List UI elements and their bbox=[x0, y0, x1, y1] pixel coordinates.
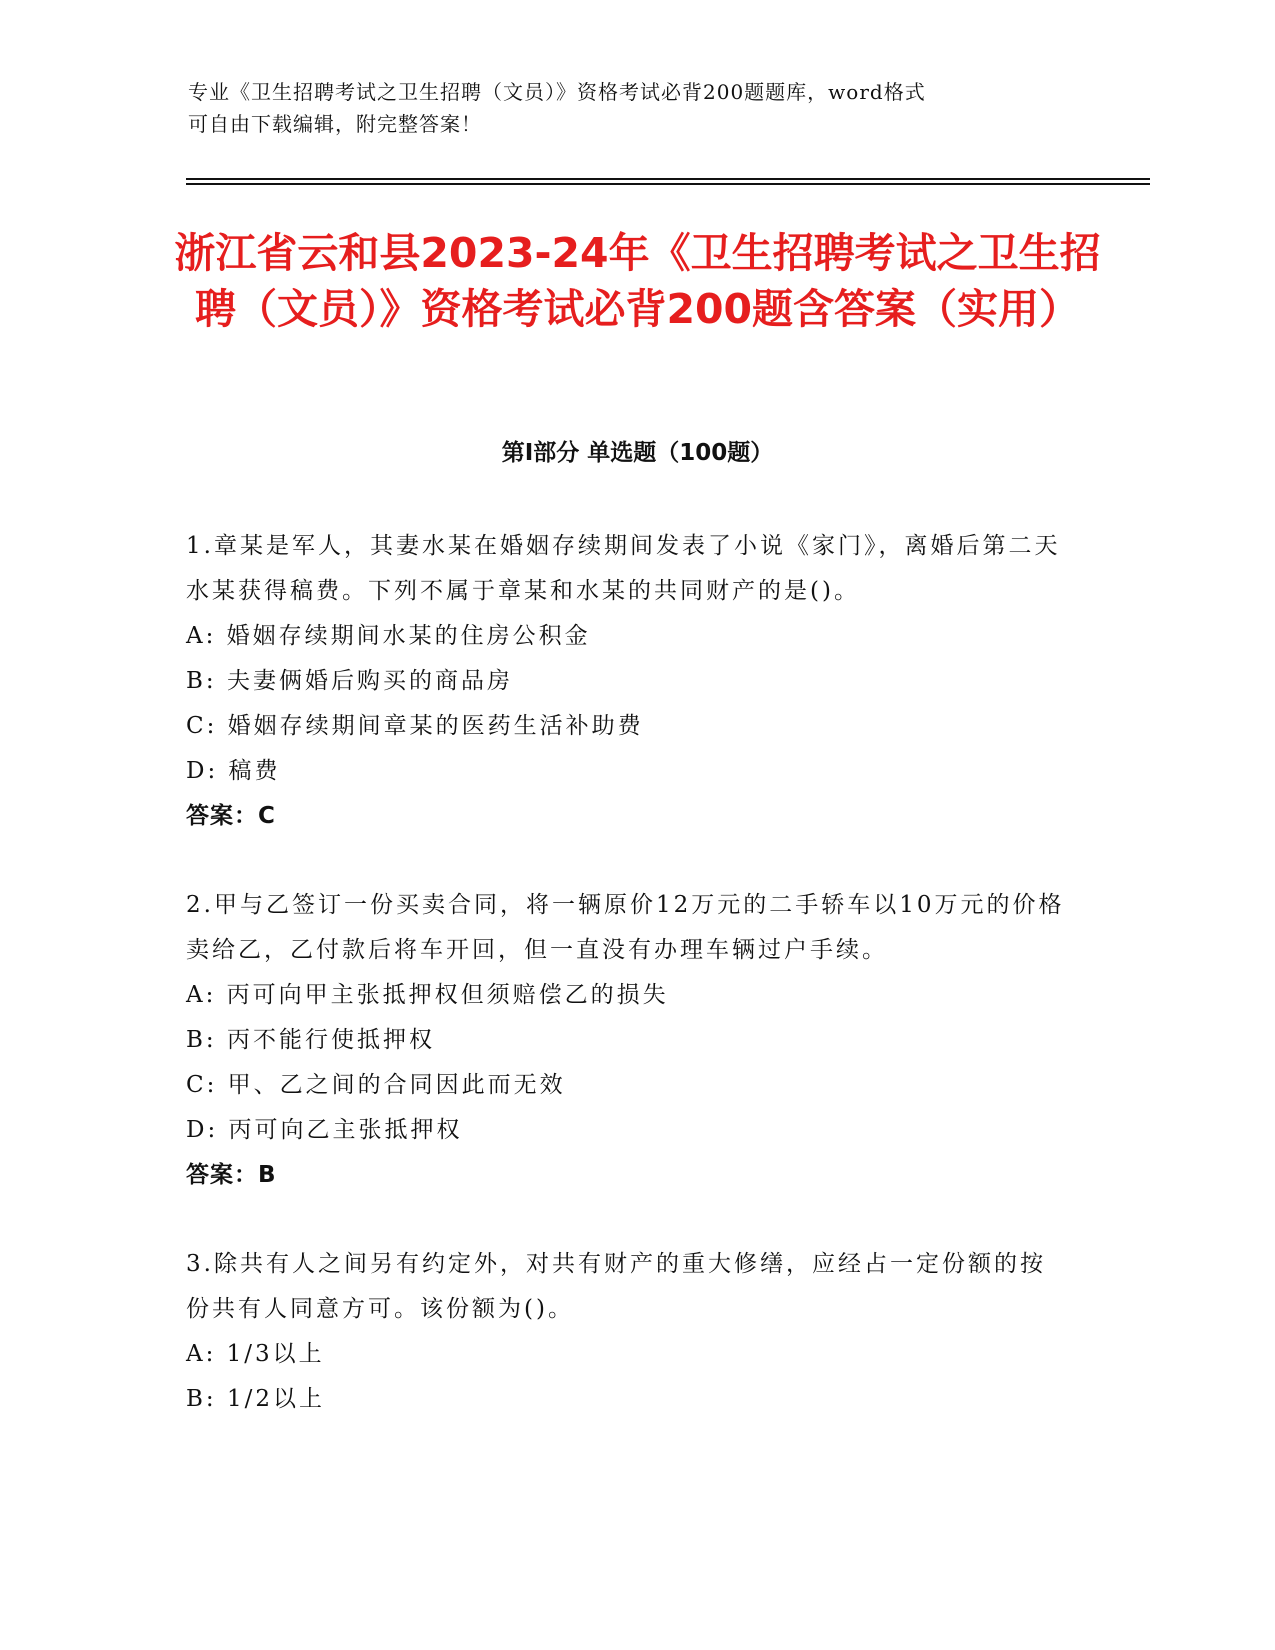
question-stem: 2.甲与乙签订一份买卖合同，将一辆原价12万元的二手轿车以10万元的价格卖给乙，乙付款后将车开回，但一直没有办理车辆过户手续。 bbox=[186, 892, 1065, 963]
option-d: D: 丙可向乙主张抵押权 bbox=[186, 1117, 463, 1143]
option-d: D: 稿费 bbox=[186, 758, 281, 784]
option-a: A: 1/3以上 bbox=[186, 1341, 325, 1367]
option-b: B: 丙不能行使抵押权 bbox=[186, 1027, 435, 1053]
option-a: A: 婚姻存续期间水某的住房公积金 bbox=[186, 623, 591, 649]
header-note-line-2: 可自由下载编辑，附完整答案！ bbox=[188, 112, 482, 136]
option-a: A: 丙可向甲主张抵押权但须赔偿乙的损失 bbox=[186, 982, 669, 1008]
header-note bbox=[188, 76, 1088, 140]
question-list bbox=[186, 524, 1066, 1466]
option-b: B: 1/2以上 bbox=[186, 1386, 325, 1412]
option-c: C: 甲、乙之间的合同因此而无效 bbox=[186, 1072, 566, 1098]
question-3 bbox=[186, 1242, 1066, 1422]
answer-line: 答案：C bbox=[186, 803, 276, 829]
answer-line: 答案：B bbox=[186, 1162, 277, 1188]
header-divider-top bbox=[186, 178, 1150, 180]
question-2 bbox=[186, 883, 1066, 1198]
document-title: 浙江省云和县2023-24年《卫生招聘考试之卫生招聘（文员）》资格考试必背200题含答案（实用） bbox=[174, 229, 1101, 333]
header-note-line-1: 专业《卫生招聘考试之卫生招聘（文员）》资格考试必背200题题库，word格式 bbox=[188, 80, 926, 104]
option-c: C: 婚姻存续期间章某的医药生活补助费 bbox=[186, 713, 644, 739]
question-1 bbox=[186, 524, 1066, 839]
section-heading: 第Ⅰ部分 单选题（100题） bbox=[501, 440, 774, 466]
option-b: B: 夫妻俩婚后购买的商品房 bbox=[186, 668, 513, 694]
header-divider-bottom bbox=[186, 183, 1150, 185]
question-stem: 3.除共有人之间另有约定外，对共有财产的重大修缮，应经占一定份额的按份共有人同意方可。该份额为()。 bbox=[186, 1251, 1046, 1322]
question-stem: 1.章某是军人，其妻水某在婚姻存续期间发表了小说《家门》，离婚后第二天水某获得稿费。下列不属于章某和水某的共同财产的是()。 bbox=[186, 533, 1061, 604]
